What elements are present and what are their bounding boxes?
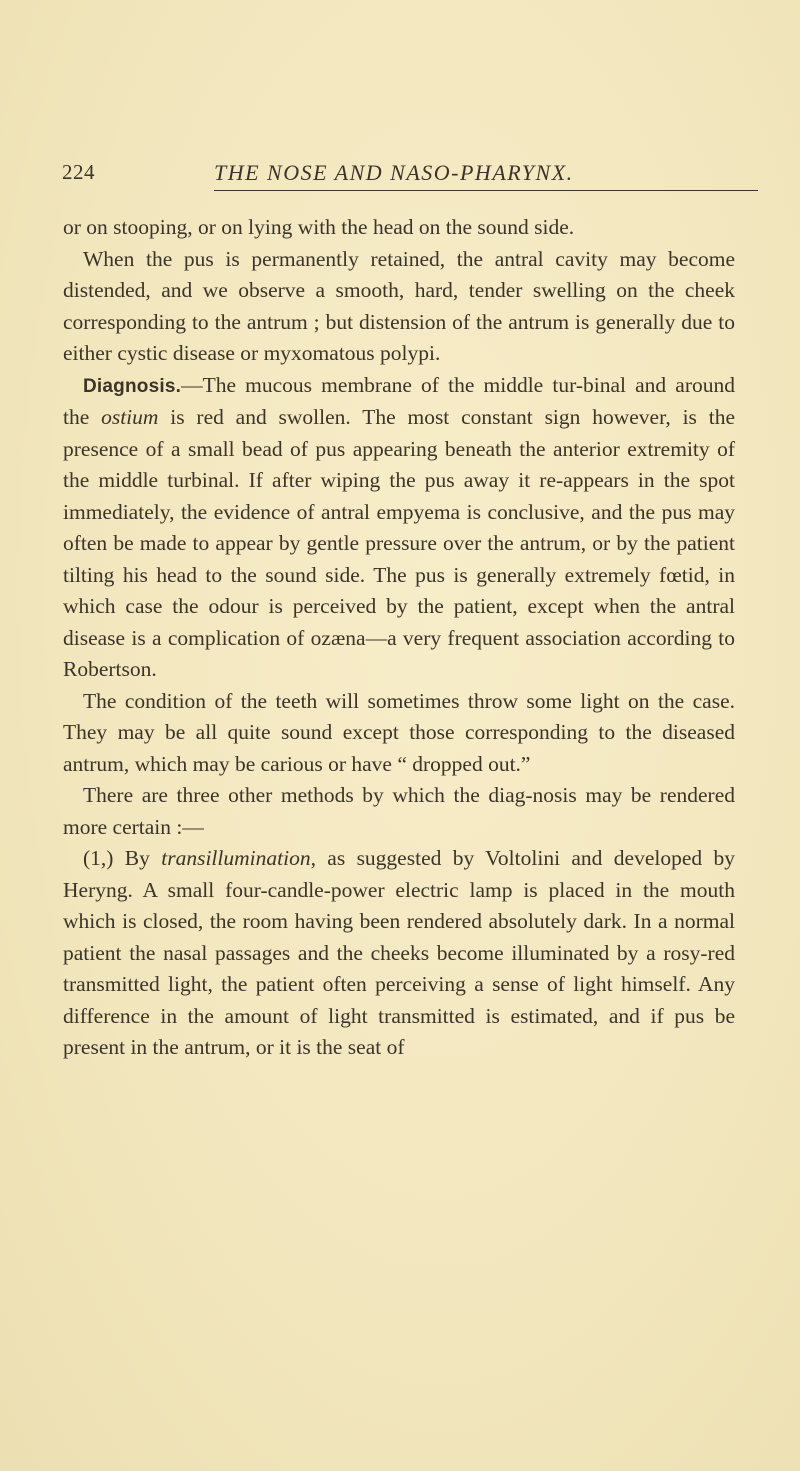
ostium-term: ostium bbox=[101, 405, 159, 429]
page-number: 224 bbox=[62, 160, 95, 184]
paragraph-continuation: or on stooping, or on lying with the head on the sound side. bbox=[63, 215, 575, 239]
diagnosis-heading: Diagnosis. bbox=[83, 375, 182, 397]
transillumination-term: transillumination bbox=[161, 846, 311, 870]
body-text bbox=[63, 212, 735, 1064]
paragraph-distension: When the pus is permanently retained, the antral cavity may become distended, and we observe a smooth, hard, tender swelling on the cheek corresponding to the antrum ; but distension of the antrum is generally due to either cystic disease or myxomatous polypi. bbox=[63, 246, 735, 365]
transillumination-text: , as suggested by Voltolini and developed by Heryng. A small four-candle-power electric lamp is placed in the mouth which is closed, the room having been rendered absolutely dark. In a normal patient the nasal passages and the cheeks become illuminated by a rosy-red transmitted light, the patient often perceiving a sense of light himself. Any difference in the amount of light transmitted is estimated, and if pus be present in the antrum, or it is the seat of bbox=[63, 846, 735, 1059]
paragraph-diagnosis bbox=[63, 370, 735, 686]
method-number: (1,) By bbox=[83, 846, 162, 870]
diagnosis-text-a: —The mucous membrane of the middle tur-binal and around the bbox=[63, 372, 735, 429]
paragraph-methods: There are three other methods by which the diag-nosis may be rendered more certain :— bbox=[63, 783, 735, 839]
paragraph-teeth: The condition of the teeth will sometimes throw some light on the case. They may be all quite sound except those corresponding to the diseased antrum, which may be carious or have “ dropped out.” bbox=[63, 688, 735, 776]
running-head bbox=[62, 160, 734, 194]
header-rule bbox=[214, 190, 758, 191]
paragraph-transillumination bbox=[63, 843, 735, 1064]
diagnosis-text-b: is red and swollen. The most constant sign however, is the presence of a small bead of pus appearing beneath the anterior extremity of the middle turbinal. If after wiping the pus away it re-appears in the spot immediately, the evidence of antral empyema is conclusive, and the pus may often be made to appear by gentle pressure over the antrum, or by the patient tilting his head to the sound side. The pus is generally extremely fœtid, in which case the odour is perceived by the patient, except when the antral disease is a complication of ozæna—a very frequent association according to Robertson. bbox=[63, 405, 735, 681]
running-title: THE NOSE AND NASO-PHARYNX. bbox=[214, 160, 574, 185]
